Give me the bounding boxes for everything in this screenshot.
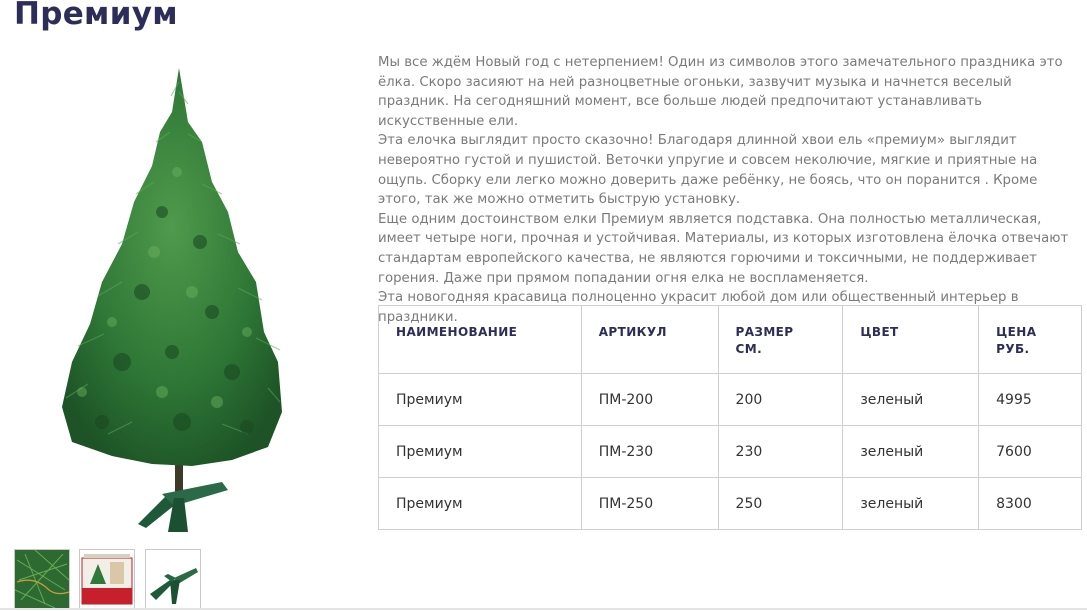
cell-price: 4995 [979, 374, 1082, 426]
page-title: Премиум [14, 0, 178, 32]
cell-article: ПМ-230 [581, 426, 718, 478]
column-header-name: НАИМЕНОВАНИЕ [379, 306, 582, 374]
cell-price: 7600 [979, 426, 1082, 478]
box-icon [80, 550, 134, 608]
cell-article: ПМ-200 [581, 374, 718, 426]
column-header-price [979, 306, 1082, 374]
column-header-article: АРТИКУЛ [581, 306, 718, 374]
product-description [378, 53, 1084, 327]
table-row [379, 426, 1082, 478]
christmas-tree-illustration [42, 62, 304, 532]
cell-color: зеленый [843, 426, 979, 478]
table-row [379, 478, 1082, 530]
cell-size: 200 [718, 374, 843, 426]
description-paragraph-1: Мы все ждём Новый год с нетерпением! Один из символов этого замечательного праздника это ёлка. Скоро засияют на ней разноцветные огоньки, зазвучит музыка и начнется веселый праздник. На сегодняшний момент, все больше людей предпочитают устанавливать искусственные ели. [378, 55, 1063, 129]
cell-price: 8300 [979, 478, 1082, 530]
description-paragraph-3: Еще одним достоинством елки Премиум является подставка. Она полностью металлическая, имеет четыре ноги, прочная и устойчивая. Материалы, из которых изготовлена ёлочка отвечают стандартам европейского качества, не являются горючими и токсичными, не поддерживает горения. Даже при прямом попадании огня елка не воспламеняется. [378, 211, 1069, 286]
cell-color: зеленый [843, 478, 979, 530]
column-header-size [718, 306, 843, 374]
size-header-text: РАЗМЕР СМ. [735, 325, 794, 356]
cell-name: Премиум [379, 478, 582, 530]
cell-size: 250 [718, 478, 843, 530]
cell-name: Премиум [379, 426, 582, 478]
price-header-text: ЦЕНА РУБ. [996, 325, 1037, 356]
thumbnail-branch[interactable] [14, 549, 70, 609]
branch-icon [15, 550, 69, 608]
stand-icon [146, 550, 200, 608]
description-paragraph-2: Эта елочка выглядит просто сказочно! Благодаря длинной хвои ель «премиум» выглядит невероятно густой и пушистой. Веточки упругие и совсем неколючие, мягкие и приятные на ощупь. Сборку ели легко можно доверить даже ребёнку, не боясь, что он поранится . Кроме этого, так же можно отметить быструю установку. [378, 133, 1038, 208]
thumbnail-stand[interactable] [145, 549, 201, 609]
cell-name: Премиум [379, 374, 582, 426]
table-header-row [379, 306, 1082, 374]
thumbnail-packaging[interactable] [79, 549, 135, 609]
description-paragraph-4: Эта новогодняя красавица полноценно украсит любой дом или общественный интерьер в праздники. [378, 290, 1019, 325]
cell-article: ПМ-250 [581, 478, 718, 530]
cell-size: 230 [718, 426, 843, 478]
cell-color: зеленый [843, 374, 979, 426]
column-header-color: ЦВЕТ [843, 306, 979, 374]
product-main-image[interactable] [42, 62, 304, 532]
price-table [378, 305, 1082, 530]
table-row [379, 374, 1082, 426]
footer-divider [0, 608, 1087, 610]
